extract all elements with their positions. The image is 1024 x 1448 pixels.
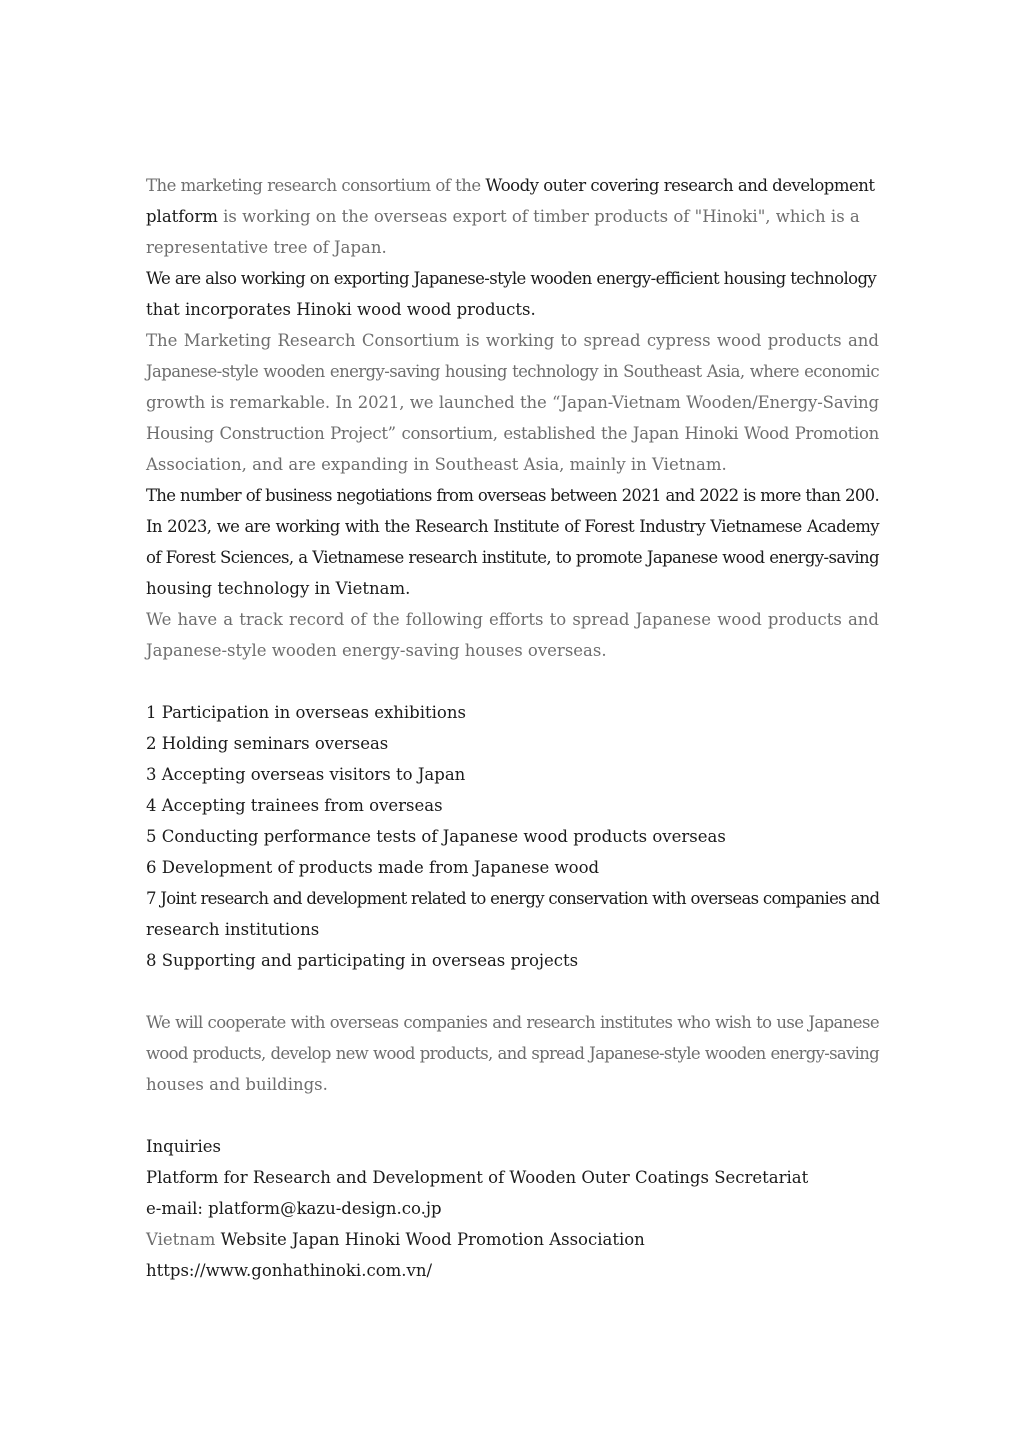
para3-line3: growth is remarkable. In 2021, we launched the “Japan-Vietnam Wooden/Energy-Saving (146, 393, 879, 412)
list-item: 8 Supporting and participating in overseas projects (146, 951, 579, 970)
para1-line3: representative tree of Japan. (146, 238, 387, 257)
para3-line4: Housing Construction Project” consortium, established the Japan Hinoki Wood Promotion (146, 424, 879, 443)
para4-line3: of Forest Sciences, a Vietnamese research institute, to promote Japanese wood energy-saving (146, 548, 879, 567)
association-website-label: Website Japan Hinoki Wood Promotion Association (215, 1230, 645, 1249)
spacer (146, 976, 879, 1007)
spacer (146, 666, 879, 697)
inquiries-heading: Inquiries (146, 1137, 222, 1156)
list-item-continuation: research institutions (146, 920, 320, 939)
list-item: 4 Accepting trainees from overseas (146, 796, 443, 815)
vietnam-website-line (146, 1224, 879, 1255)
para2-line1: We are also working on exporting Japanese-style wooden energy-efficient housing technology (146, 269, 877, 288)
platform-name: Woody outer covering research and development (485, 176, 875, 195)
para1-text: The marketing research consortium of the (146, 176, 486, 195)
platform-name-cont: platform (146, 207, 218, 226)
para6-line1: We will cooperate with overseas companies and research institutes who wish to use Japanese (146, 1013, 879, 1032)
para4-line1: The number of business negotiations from overseas between 2021 and 2022 is more than 200. (146, 486, 879, 505)
list-item: 2 Holding seminars overseas (146, 734, 389, 753)
list-item: 6 Development of products made from Japanese wood (146, 858, 600, 877)
list-item: 5 Conducting performance tests of Japanese wood products overseas (146, 827, 726, 846)
para5-line1: We have a track record of the following efforts to spread Japanese wood products and (146, 610, 879, 629)
para1-line2 (146, 201, 879, 232)
para1-text-cont: is working on the overseas export of timber products of "Hinoki", which is a (217, 207, 860, 226)
secretariat-name: Platform for Research and Development of Wooden Outer Coatings Secretariat (146, 1168, 809, 1187)
contact-email[interactable]: e-mail: platform@kazu-design.co.jp (146, 1199, 442, 1218)
spacer (146, 1100, 879, 1131)
para3-line2: Japanese-style wooden energy-saving housing technology in Southeast Asia, where economic (146, 362, 879, 381)
para6-line3: houses and buildings. (146, 1075, 328, 1094)
website-url-link[interactable]: https://www.gonhathinoki.com.vn/ (146, 1261, 433, 1280)
para6-line2: wood products, develop new wood products, and spread Japanese-style wooden energy-saving (146, 1044, 879, 1063)
para3-line1: The Marketing Research Consortium is working to spread cypress wood products and (146, 331, 879, 350)
para3-line5: Association, and are expanding in Southeast Asia, mainly in Vietnam. (146, 455, 727, 474)
efforts-list (146, 697, 879, 976)
vietnam-label: Vietnam (146, 1230, 216, 1249)
list-item: 7 Joint research and development related to energy conservation with overseas companies and (146, 889, 880, 908)
para5-line2: Japanese-style wooden energy-saving houses overseas. (146, 641, 607, 660)
para2-line2: that incorporates Hinoki wood wood products. (146, 300, 536, 319)
para4-line2: In 2023, we are working with the Research Institute of Forest Industry Vietnamese Academy (146, 517, 879, 536)
para4-line4: housing technology in Vietnam. (146, 579, 411, 598)
list-item: 3 Accepting overseas visitors to Japan (146, 765, 466, 784)
para1-line1 (146, 170, 879, 201)
document-body (146, 170, 879, 1286)
list-item: 1 Participation in overseas exhibitions (146, 703, 466, 722)
inquiries-section (146, 1131, 879, 1286)
